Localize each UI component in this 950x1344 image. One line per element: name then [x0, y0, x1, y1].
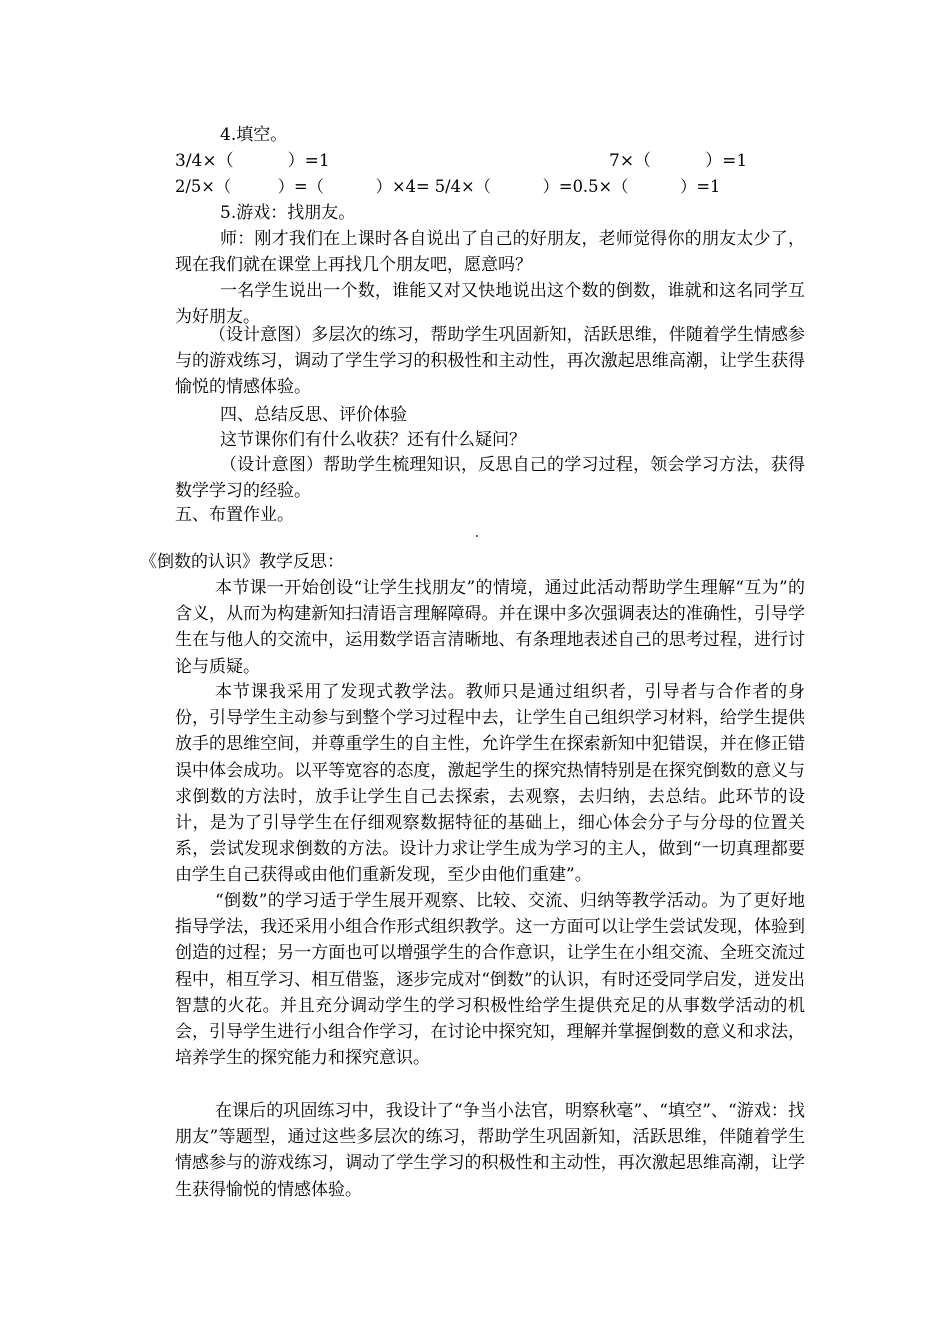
practice-item-5-label: 5.游戏：找朋友。: [220, 203, 356, 223]
homework-heading: 五、布置作业。: [175, 505, 294, 525]
reflection-paragraph: 本节课一开始创设“让学生找朋友”的情境，通过此活动帮助学生理解“互为”的含义，从而为构建新知扫清语言理解障碍。并在课中多次强调表达的准确性，引导学生在与他人的交流中，运用数学语言清晰地、有条理地表述自己的思考过程，进行讨论与质疑。: [175, 578, 805, 677]
summary-heading: 四、总结反思、评价体验: [220, 405, 407, 425]
design-intent-summary: （设计意图）帮助学生梳理知识，反思自己的学习过程，领会学习方法，获得数学学习的经验。: [175, 455, 805, 502]
reflection-title: 《倒数的认识》教学反思：: [140, 552, 344, 572]
teacher-speech-paragraph: 师：刚才我们在上课时各自说出了自己的好朋友，老师觉得你的朋友太少了，现在我们就在课堂上再找几个朋友吧，愿意吗？: [175, 229, 805, 276]
game-rule-paragraph: 一名学生说出一个数，谁能又对又快地说出这个数的倒数，谁就和这名同学互为好朋友。: [175, 281, 805, 328]
summary-question: 这节课你们有什么收获？还有什么疑问？: [220, 430, 526, 450]
reflection-paragraph: “倒数”的学习适于学生展开观察、比较、交流、归纳等教学活动。为了更好地指导学法，我还采用小组合作形式组织教学。这一方面可以让学生尝试发现，体验到创造的过程；另一方面也可以增强学生的合作意识，让学生在小组交流、全班交流过程中，相互学习、相互借鉴，逐步完成对“倒数”的认识，有时还受同学启发，迸发出智慧的火花。并且充分调动学生的学习积极性给学生提供充足的从事数学活动的机会，引导学生进行小组合作学习，在讨论中探究知，理解并掌握倒数的意义和求法，培养学生的探究能力和探究意识。: [175, 891, 805, 1069]
reflection-paragraph: 在课后的巩固练习中，我设计了“争当小法官，明察秋毫”、“填空”、“游戏：找朋友”等题型，通过这些多层次的练习，帮助学生巩固新知，活跃思维，伴随着学生情感参与的游戏练习，调动了学生学习的积极性和主动性，再次激起思维高潮，让学生获得愉悦的情感体验。: [175, 1101, 805, 1200]
practice-item-4-label: 4.填空。: [220, 125, 288, 145]
design-intent-practice: （设计意图）多层次的练习，帮助学生巩固新知，活跃思维，伴随着学生情感参与的游戏练习，调动了学生学习的积极性和主动性，再次激起思维高潮，让学生获得愉悦的情感体验。: [175, 325, 805, 398]
reflection-paragraph: 本节课我采用了发现式教学法。教师只是通过组织者，引导者与合作者的身份，引导学生主动参与到整个学习过程中去，让学生自己组织学习材料，给学生提供放手的思维空间，并尊重学生的自主性，允许学生在探索新知中犯错误，并在修正错误中体会成功。以平等宽容的态度，激起学生的探究热情特别是在探究倒数的意义与求倒数的方法时，放手让学生自己去探索，去观察，去归纳，去总结。此环节的设计，是为了引导学生在仔细观察数据特征的基础上，细心体会分子与分母的位置关系，尝试发现求倒数的方法。设计力求让学生成为学习的主人，做到“一切真理都要由学生自己获得或由他们重新发现，至少由他们重建”。: [175, 682, 805, 886]
fill-blank-row2: 2/5×（ ）=（ ）×4= 5/4×（ ）=0.5×（ ）=1: [175, 177, 721, 196]
fill-blank-row1-left: 3/4×（ ）=1: [175, 151, 330, 171]
fill-blank-row1-right: 7×（ ）=1: [609, 151, 748, 171]
page-divider-dot: [476, 535, 478, 537]
